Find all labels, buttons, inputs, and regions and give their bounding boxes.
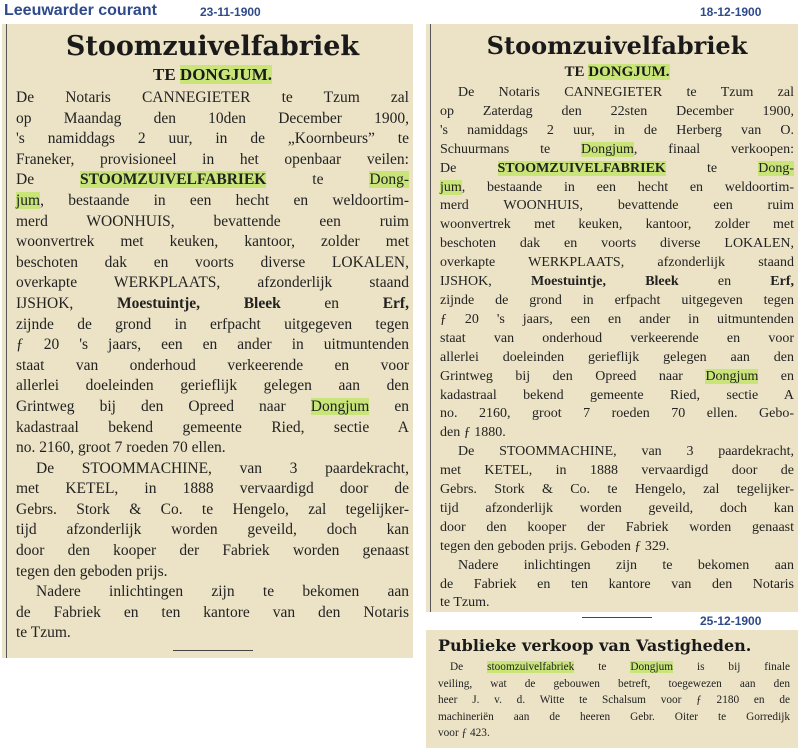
- highlight-dongjum: DONGJUM.: [588, 64, 670, 80]
- text-run: Franeker, provisioneel in het openbaar veilen:: [16, 150, 409, 168]
- text-run: staat van onderhoud verkeerende en voor: [16, 356, 409, 374]
- text-run: en: [758, 368, 794, 384]
- text-line: [16, 562, 409, 583]
- text-run: merd WOONHUIS, bevattende een ruim: [16, 212, 409, 230]
- text-line: [440, 330, 794, 349]
- date-label-third: 25-12-1900: [700, 614, 762, 628]
- ad-title: Stoomzuivelfabriek: [486, 31, 748, 60]
- text-run: en: [369, 397, 409, 415]
- text-line: [438, 692, 790, 709]
- text-run: no. 2160, groot 7 roeden 70 ellen.: [16, 439, 226, 457]
- text-line: [440, 462, 794, 481]
- text-line: [16, 376, 409, 397]
- text-line: [16, 150, 409, 171]
- text-run: Grintweg bij den Opreed naar: [440, 368, 706, 384]
- highlighted-word: jum: [16, 191, 41, 209]
- text-run: Schuurmans te: [440, 141, 582, 157]
- clipping-third: [426, 630, 798, 748]
- highlighted-word: jum: [440, 179, 462, 195]
- text-run: overkapte WERKPLAATS, afzonderlijk staand: [440, 255, 794, 271]
- text-line: [440, 197, 794, 216]
- text-run: staat van onderhoud verkeerende en voor: [440, 330, 794, 346]
- text-line: [16, 603, 409, 624]
- text-run: den ƒ 1880.: [440, 425, 506, 441]
- text-line: [440, 443, 794, 462]
- text-line: [440, 84, 794, 103]
- text-run: Gebrs. Stork & Co. te Hengelo, zal tegelijker-: [16, 500, 409, 518]
- text-run: Erf,: [382, 294, 409, 312]
- text-run: De STOOMMACHINE, van 3 paardekracht,: [36, 459, 409, 477]
- text-run: veiling, wat de gebouwen betreft, toegewezen aan den: [438, 677, 790, 690]
- text-line: [440, 594, 794, 613]
- highlighted-word: Dongjum: [581, 141, 634, 157]
- ad-body: [440, 84, 794, 613]
- text-run: te: [665, 160, 759, 176]
- text-line: [440, 311, 794, 330]
- text-line: [440, 519, 794, 538]
- text-run: Gebrs. Stork & Co. te Hengelo, zal tegelijker-: [440, 482, 794, 498]
- text-run: , bestaande in een hecht en weldoortim-: [461, 179, 794, 195]
- text-line: [16, 109, 409, 130]
- text-line: [440, 424, 794, 443]
- text-run: no. 2160, groot 7 roeden 70 ellen. Gebo-: [440, 406, 794, 422]
- text-line: [440, 292, 794, 311]
- text-line: [438, 676, 790, 693]
- ad-body: [16, 88, 409, 644]
- text-line: [16, 315, 409, 336]
- text-run: , bestaande in een hecht en weldoortim-: [40, 191, 409, 209]
- highlighted-word: stoomzuivelfabriek: [487, 661, 575, 673]
- text-run: ƒ 20 's jaars, een en ander in uitmuntenden: [16, 336, 409, 354]
- text-run: te Tzum.: [16, 624, 71, 642]
- text-line: [438, 725, 790, 742]
- text-line: [440, 349, 794, 368]
- highlighted-word: STOOMZUIVELFABRIEK: [497, 160, 666, 176]
- text-line: [16, 191, 409, 212]
- text-run: beschoten dak en voorts diverse LOKALEN,: [16, 253, 409, 271]
- ad-subtitle: TE DONGJUM.: [564, 64, 670, 80]
- text-run: IJSHOK,: [16, 294, 117, 312]
- text-run: tegen den geboden prijs.: [16, 562, 168, 580]
- text-run: IJSHOK,: [440, 274, 531, 290]
- text-run: Grintweg bij den Opreed naar: [16, 397, 311, 415]
- text-run: De Notaris CANNEGIETER te Tzum zal: [458, 85, 794, 100]
- text-line: [16, 88, 409, 109]
- highlight-dongjum: DONGJUM.: [179, 65, 272, 84]
- text-run: De STOOMMACHINE, van 3 paardekracht,: [458, 444, 794, 460]
- text-run: zijnde de grond in erfpacht uitgegeven tegen: [16, 315, 409, 333]
- text-line: [16, 397, 409, 418]
- highlighted-word: STOOMZUIVELFABRIEK: [80, 171, 267, 189]
- text-run: met KETEL, in 1888 vervaardigd door de: [440, 463, 794, 479]
- text-run: Erf,: [770, 274, 795, 290]
- text-run: Moestuintje, Bleek: [116, 294, 281, 312]
- text-run: de Fabriek en ten kantore van den Notaris: [16, 603, 409, 621]
- text-run: allerlei doeleinden gerieflijk gelegen aan den: [440, 349, 794, 365]
- text-line: [440, 254, 794, 273]
- text-line: [440, 368, 794, 387]
- text-line: [16, 623, 409, 644]
- text-run: op Maandag den 10den December 1900,: [16, 109, 409, 127]
- text-run: Moestuintje, Bleek: [530, 274, 679, 290]
- text-run: De: [16, 171, 81, 189]
- text-run: en: [280, 294, 383, 312]
- column-rule: [430, 24, 431, 612]
- date-label-first: 23-11-1900: [200, 5, 261, 19]
- newspaper-name: Leeuwarder courant: [4, 2, 157, 19]
- highlighted-word: Dongjum: [310, 397, 370, 415]
- text-run: overkapte WERKPLAATS, afzonderlijk staand: [16, 274, 409, 292]
- text-run: woonvertrek met keuken, kantoor, zolder met: [16, 233, 409, 251]
- highlighted-word: Dong-: [369, 171, 410, 189]
- text-run: de Fabriek en ten kantore van den Notaris: [440, 576, 794, 592]
- text-run: te Tzum.: [440, 595, 490, 611]
- text-line: [440, 481, 794, 500]
- text-run: op Zaterdag den 22sten December 1900,: [440, 103, 794, 119]
- text-line: [440, 500, 794, 519]
- highlighted-word: Dongjum: [630, 661, 674, 673]
- text-run: , finaal verkoopen:: [633, 141, 794, 157]
- text-line: [16, 459, 409, 480]
- text-line: [440, 405, 794, 424]
- text-run: 's namiddags 2 uur, in de Herberg van O.: [440, 122, 794, 138]
- text-run: machineriën aan de heeren Gebr. Oiter te Gorredijk: [438, 710, 790, 723]
- ad-subtitle: TE DONGJUM.: [152, 65, 272, 84]
- highlighted-word: Dong-: [758, 160, 795, 176]
- text-run: De: [440, 160, 498, 176]
- text-run: en: [678, 274, 771, 290]
- text-run: te: [574, 661, 631, 673]
- text-run: Nadere inlichtingen zijn te bekomen aan: [36, 583, 409, 601]
- text-run: merd WOONHUIS, bevattende een ruim: [440, 198, 794, 214]
- text-run: voor ƒ 423.: [438, 727, 490, 739]
- text-run: door den kooper der Fabriek worden genaast: [16, 542, 409, 560]
- text-line: [16, 582, 409, 603]
- ad-title: Stoomzuivelfabriek: [65, 31, 360, 62]
- text-line: [440, 273, 794, 292]
- column-rule: [6, 24, 7, 658]
- clipping-first: [2, 24, 413, 658]
- text-line: [16, 418, 409, 439]
- text-line: [440, 538, 794, 557]
- text-run: ƒ 20 's jaars, een en ander in uitmuntenden: [440, 311, 794, 327]
- text-run: te: [266, 171, 370, 189]
- text-line: [16, 438, 409, 459]
- text-line: [440, 103, 794, 122]
- text-run: tijd afzonderlijk worden geveild, doch kan: [440, 500, 794, 516]
- text-run: 's namiddags 2 uur, in de „Koornbeurs” te: [16, 130, 409, 148]
- clipping-second: [426, 24, 798, 612]
- ad-body: [438, 659, 790, 742]
- text-line: [16, 500, 409, 521]
- text-line: [16, 129, 409, 150]
- text-run: tijd afzonderlijk worden geveild, doch kan: [16, 521, 409, 539]
- text-run: woonvertrek met keuken, kantoor, zolder met: [440, 217, 794, 233]
- text-line: [16, 294, 409, 315]
- text-line: [16, 273, 409, 294]
- text-line: [438, 659, 790, 676]
- text-line: [16, 335, 409, 356]
- text-line: [440, 557, 794, 576]
- text-line: [438, 709, 790, 726]
- text-line: [440, 141, 794, 160]
- text-line: [440, 576, 794, 595]
- text-run: allerlei doeleinden gerieflijk gelegen aan den: [16, 377, 409, 395]
- text-line: [440, 235, 794, 254]
- text-line: [16, 170, 409, 191]
- text-run: tegen den geboden prijs. Geboden ƒ 329.: [440, 538, 670, 554]
- text-line: [440, 122, 794, 141]
- text-run: met KETEL, in 1888 vervaardigd door de: [16, 480, 409, 498]
- text-line: [16, 356, 409, 377]
- text-line: [16, 253, 409, 274]
- text-line: [440, 387, 794, 406]
- text-line: [16, 541, 409, 562]
- highlighted-word: Dongjum: [705, 368, 759, 384]
- text-run: kadastraal bekend gemeente Ried, sectie A: [16, 418, 409, 436]
- closing-rule: [173, 650, 253, 651]
- text-run: De Notaris CANNEGIETER te Tzum zal: [16, 89, 409, 106]
- text-line: [440, 179, 794, 198]
- text-line: [440, 216, 794, 235]
- ad-title: Publieke verkoop van Vastigheden.: [438, 636, 752, 655]
- text-run: De: [450, 661, 488, 673]
- closing-rule: [582, 617, 652, 618]
- text-line: [16, 479, 409, 500]
- text-run: is bij finale: [673, 661, 790, 673]
- date-label-second: 18-12-1900: [700, 5, 762, 19]
- text-run: door den kooper der Fabriek worden genaast: [440, 519, 794, 535]
- text-line: [16, 520, 409, 541]
- text-run: kadastraal bekend gemeente Ried, sectie A: [440, 387, 794, 403]
- text-run: beschoten dak en voorts diverse LOKALEN,: [440, 236, 794, 252]
- text-line: [440, 160, 794, 179]
- text-run: Nadere inlichtingen zijn te bekomen aan: [458, 557, 794, 573]
- text-run: heer J. v. d. Witte te Schalsum voor ƒ 2180 en de: [438, 694, 790, 706]
- text-line: [16, 232, 409, 253]
- text-line: [16, 212, 409, 233]
- text-run: zijnde de grond in erfpacht uitgegeven tegen: [440, 292, 794, 308]
